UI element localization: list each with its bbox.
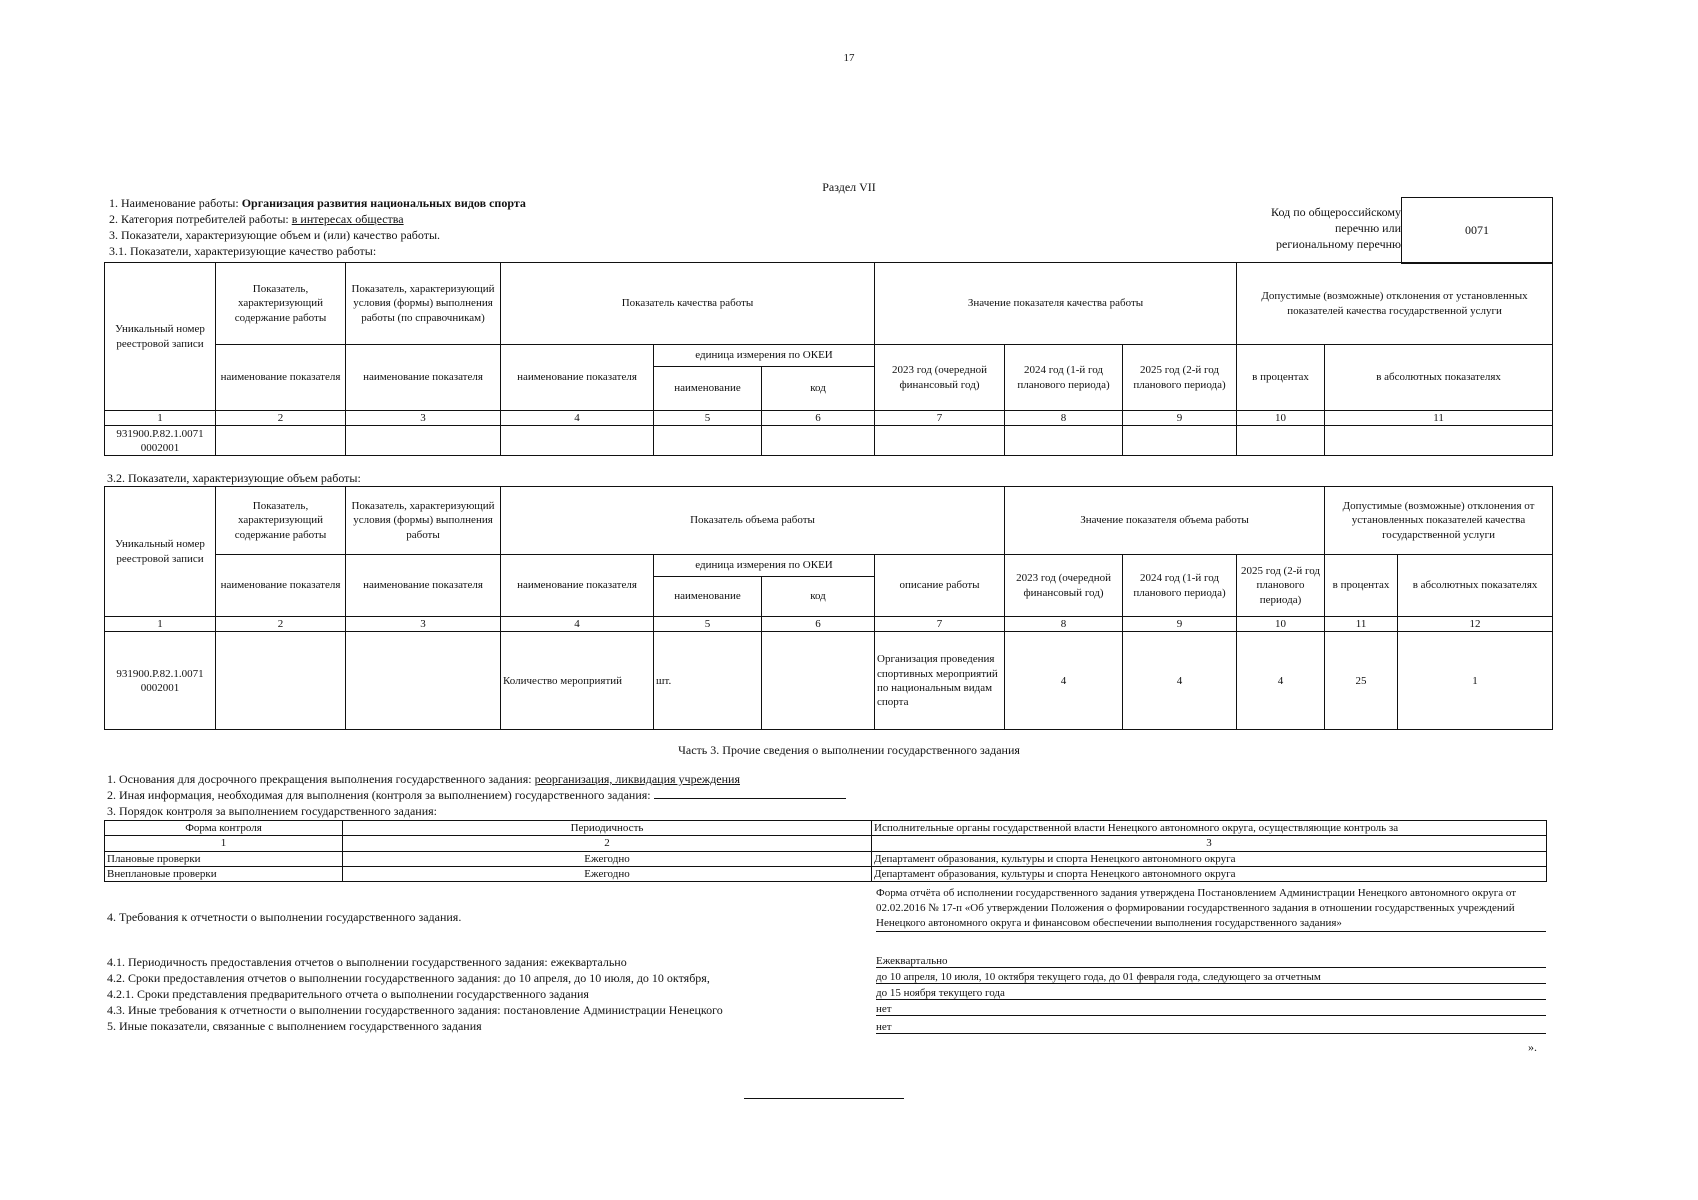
q-colnum: 3 xyxy=(346,411,501,426)
table-row xyxy=(105,851,1547,866)
control-order-line: 3. Порядок контроля за выполнением государственного задания: xyxy=(107,804,437,818)
c-colnum: 3 xyxy=(872,836,1547,851)
v-colnum: 7 xyxy=(875,617,1005,632)
v-h-okei-name: наименование xyxy=(654,577,762,617)
q-colnum: 7 xyxy=(875,411,1005,426)
work-name-value: Организация развития национальных видов спорта xyxy=(241,196,526,210)
v-colnum: 11 xyxy=(1325,617,1398,632)
section-title: Раздел VII xyxy=(822,180,876,194)
q-cell xyxy=(216,426,346,456)
v-cell xyxy=(346,632,501,730)
v-colnum: 12 xyxy=(1398,617,1553,632)
quality-table xyxy=(104,262,1553,456)
q-h-unique: Уникальный номер реестровой записи xyxy=(105,263,216,411)
v-row-id: 931900.Р.82.1.0071 0002001 xyxy=(105,632,216,730)
q-h-deviation: Допустимые (возможные) отклонения от установленных показателей качества государственной услуги xyxy=(1237,263,1553,345)
v-h-absolute: в абсолютных показателях xyxy=(1398,555,1553,617)
closing-mark: ». xyxy=(1528,1040,1537,1054)
v-h-value: Значение показателя объема работы xyxy=(1005,487,1325,555)
v-h-name1: наименование показателя xyxy=(216,555,346,617)
reporting-item5: 5. Иные показатели, связанные с выполнением государственного задания xyxy=(107,1019,482,1033)
termination-line xyxy=(107,772,740,787)
termination-label: 1. Основания для досрочного прекращения выполнения государственного задания: xyxy=(107,772,535,786)
v-h-2023: 2023 год (очередной финансовый год) xyxy=(1005,555,1123,617)
consumer-category-label: 2. Категория потребителей работы: xyxy=(109,212,292,226)
q-cell xyxy=(654,426,762,456)
v-colnum: 5 xyxy=(654,617,762,632)
reporting-item42: 4.2. Сроки предоставления отчетов о выполнении государственного задания: до 10 апреля, до 10 июля, до 10 октября, xyxy=(107,971,710,985)
c-row-period: Ежегодно xyxy=(343,851,872,866)
v-colnum: 6 xyxy=(762,617,875,632)
v-colnum: 1 xyxy=(105,617,216,632)
v-row-2023: 4 xyxy=(1005,632,1123,730)
reporting-item4: 4. Требования к отчетности о выполнении государственного задания. xyxy=(107,910,462,924)
code-box-value: 0071 xyxy=(1401,197,1553,264)
reporting-item41-right: Ежеквартально xyxy=(876,955,1546,968)
indicators-line: 3. Показатели, характеризующие объем и (или) качество работы. xyxy=(109,228,441,242)
v-h-deviation: Допустимые (возможные) отклонения от установленных показателей качества государственной услуги xyxy=(1325,487,1553,555)
reporting-item421-right: до 15 ноября текущего года xyxy=(876,987,1546,1000)
volume-table xyxy=(104,486,1553,730)
q-colnum: 8 xyxy=(1005,411,1123,426)
v-colnum: 3 xyxy=(346,617,501,632)
q-colnum: 9 xyxy=(1123,411,1237,426)
q-h-conditions: Показатель, характеризующий условия (формы) выполнения работы (по справочникам) xyxy=(346,263,501,345)
code-box-label xyxy=(1271,204,1401,252)
v-h-percent: в процентах xyxy=(1325,555,1398,617)
v-h-2024: 2024 год (1-й год планового периода) xyxy=(1123,555,1237,617)
part3-title: Часть 3. Прочие сведения о выполнении государственного задания xyxy=(678,743,1020,757)
q-colnum: 4 xyxy=(501,411,654,426)
v-row-unit: шт. xyxy=(654,632,762,730)
v-colnum: 9 xyxy=(1123,617,1237,632)
v-cell xyxy=(216,632,346,730)
v-h-conditions: Показатель, характеризующий условия (формы) выполнения работы xyxy=(346,487,501,555)
c-row-form: Плановые проверки xyxy=(105,851,343,866)
q-colnum: 10 xyxy=(1237,411,1325,426)
q-cell xyxy=(1237,426,1325,456)
reporting-item41: 4.1. Периодичность предоставления отчетов о выполнении государственного задания: ежеквартально xyxy=(107,955,627,969)
control-table xyxy=(104,820,1547,882)
q-h-name3: наименование показателя xyxy=(501,345,654,411)
page-number: 17 xyxy=(843,52,855,64)
q-cell xyxy=(762,426,875,456)
c-row-period: Ежегодно xyxy=(343,866,872,881)
code-label-line1: Код по общероссийскому xyxy=(1271,205,1401,219)
q-cell xyxy=(1005,426,1123,456)
work-name-line xyxy=(109,196,526,211)
v-row-absolute: 1 xyxy=(1398,632,1553,730)
c-h-period: Периодичность xyxy=(343,821,872,836)
quality-indicators-title: 3.1. Показатели, характеризующие качество работы: xyxy=(109,244,377,258)
q-colnum: 11 xyxy=(1325,411,1553,426)
table-row xyxy=(105,866,1547,881)
q-h-name1: наименование показателя xyxy=(216,345,346,411)
reporting-item4-right: Форма отчёта об исполнении государственного задания утверждена Постановлением Администрации Ненецкого автономного округа от 02.02.2016 № 17-п «Об утверждении Положения о формировании государственного задания в отношении государственных учреждений Ненецкого автономного округа и финансовом обеспечении выполнения государственного задания» xyxy=(876,886,1546,932)
q-h-indicator: Показатель качества работы xyxy=(501,263,875,345)
termination-value: реорганизация, ликвидация учреждения xyxy=(534,772,740,786)
volume-section-title: 3.2. Показатели, характеризующие объем работы: xyxy=(107,471,361,485)
v-row-description: Организация проведения спортивных мероприятий по национальным видам спорта xyxy=(875,632,1005,730)
q-h-content: Показатель, характеризующий содержание работы xyxy=(216,263,346,345)
v-colnum: 2 xyxy=(216,617,346,632)
c-colnum: 1 xyxy=(105,836,343,851)
v-h-indicator: Показатель объема работы xyxy=(501,487,1005,555)
q-cell xyxy=(1325,426,1553,456)
q-cell xyxy=(1123,426,1237,456)
reporting-item42-right: до 10 апреля, 10 июля, 10 октября текущего года, до 01 февраля года, следующего за отчетным xyxy=(876,971,1546,984)
q-h-percent: в процентах xyxy=(1237,345,1325,411)
c-row-form: Внеплановые проверки xyxy=(105,866,343,881)
q-h-value: Значение показателя качества работы xyxy=(875,263,1237,345)
q-cell xyxy=(875,426,1005,456)
footer-divider xyxy=(744,1098,904,1099)
v-row-2024: 4 xyxy=(1123,632,1237,730)
v-h-unique: Уникальный номер реестровой записи xyxy=(105,487,216,617)
q-colnum: 6 xyxy=(762,411,875,426)
q-cell xyxy=(501,426,654,456)
q-colnum: 5 xyxy=(654,411,762,426)
v-row-indicator: Количество мероприятий xyxy=(501,632,654,730)
v-h-content: Показатель, характеризующий содержание работы xyxy=(216,487,346,555)
reporting-item43: 4.3. Иные требования к отчетности о выполнении государственного задания: постановление Администрации Ненецкого xyxy=(107,1003,723,1017)
c-row-organ: Департамент образования, культуры и спорта Ненецкого автономного округа xyxy=(872,851,1547,866)
v-row-percent: 25 xyxy=(1325,632,1398,730)
v-row-2025: 4 xyxy=(1237,632,1325,730)
other-info-line xyxy=(107,788,846,803)
q-row-id: 931900.Р.82.1.0071 0002001 xyxy=(105,426,216,456)
q-cell xyxy=(346,426,501,456)
consumer-category-line xyxy=(109,212,404,227)
v-h-name3: наименование показателя xyxy=(501,555,654,617)
v-colnum: 10 xyxy=(1237,617,1325,632)
c-row-organ: Департамент образования, культуры и спорта Ненецкого автономного округа xyxy=(872,866,1547,881)
q-h-okei-name: наименование xyxy=(654,367,762,411)
q-h-2025: 2025 год (2-й год планового периода) xyxy=(1123,345,1237,411)
q-h-name2: наименование показателя xyxy=(346,345,501,411)
q-colnum: 2 xyxy=(216,411,346,426)
q-h-okei-code: код xyxy=(762,367,875,411)
c-h-form: Форма контроля xyxy=(105,821,343,836)
reporting-item5-right: нет xyxy=(876,1021,1546,1034)
consumer-category-value: в интересах общества xyxy=(291,212,404,226)
v-h-description: описание работы xyxy=(875,555,1005,617)
c-h-organ: Исполнительные органы государственной власти Ненецкого автономного округа, осуществляющие контроль за xyxy=(872,821,1547,836)
q-h-absolute: в абсолютных показателях xyxy=(1325,345,1553,411)
v-colnum: 8 xyxy=(1005,617,1123,632)
other-info-label: 2. Иная информация, необходимая для выполнения (контроля за выполнением) государственного задания: xyxy=(107,788,651,802)
code-label-line2: перечню или xyxy=(1334,221,1401,235)
v-h-okei: единица измерения по ОКЕИ xyxy=(654,555,875,577)
other-info-blank xyxy=(654,788,846,799)
reporting-item421: 4.2.1. Сроки представления предварительного отчета о выполнении государственного задания xyxy=(107,987,589,1001)
v-h-okei-code: код xyxy=(762,577,875,617)
v-h-2025: 2025 год (2-й год планового периода) xyxy=(1237,555,1325,617)
c-colnum: 2 xyxy=(343,836,872,851)
q-h-2024: 2024 год (1-й год планового периода) xyxy=(1005,345,1123,411)
work-name-label: 1. Наименование работы: xyxy=(109,196,242,210)
q-h-okei: единица измерения по ОКЕИ xyxy=(654,345,875,367)
v-h-name2: наименование показателя xyxy=(346,555,501,617)
q-h-2023: 2023 год (очередной финансовый год) xyxy=(875,345,1005,411)
v-colnum: 4 xyxy=(501,617,654,632)
reporting-item43-right: нет xyxy=(876,1003,1546,1016)
v-cell xyxy=(762,632,875,730)
code-label-line3: региональному перечню xyxy=(1276,237,1401,251)
q-colnum: 1 xyxy=(105,411,216,426)
